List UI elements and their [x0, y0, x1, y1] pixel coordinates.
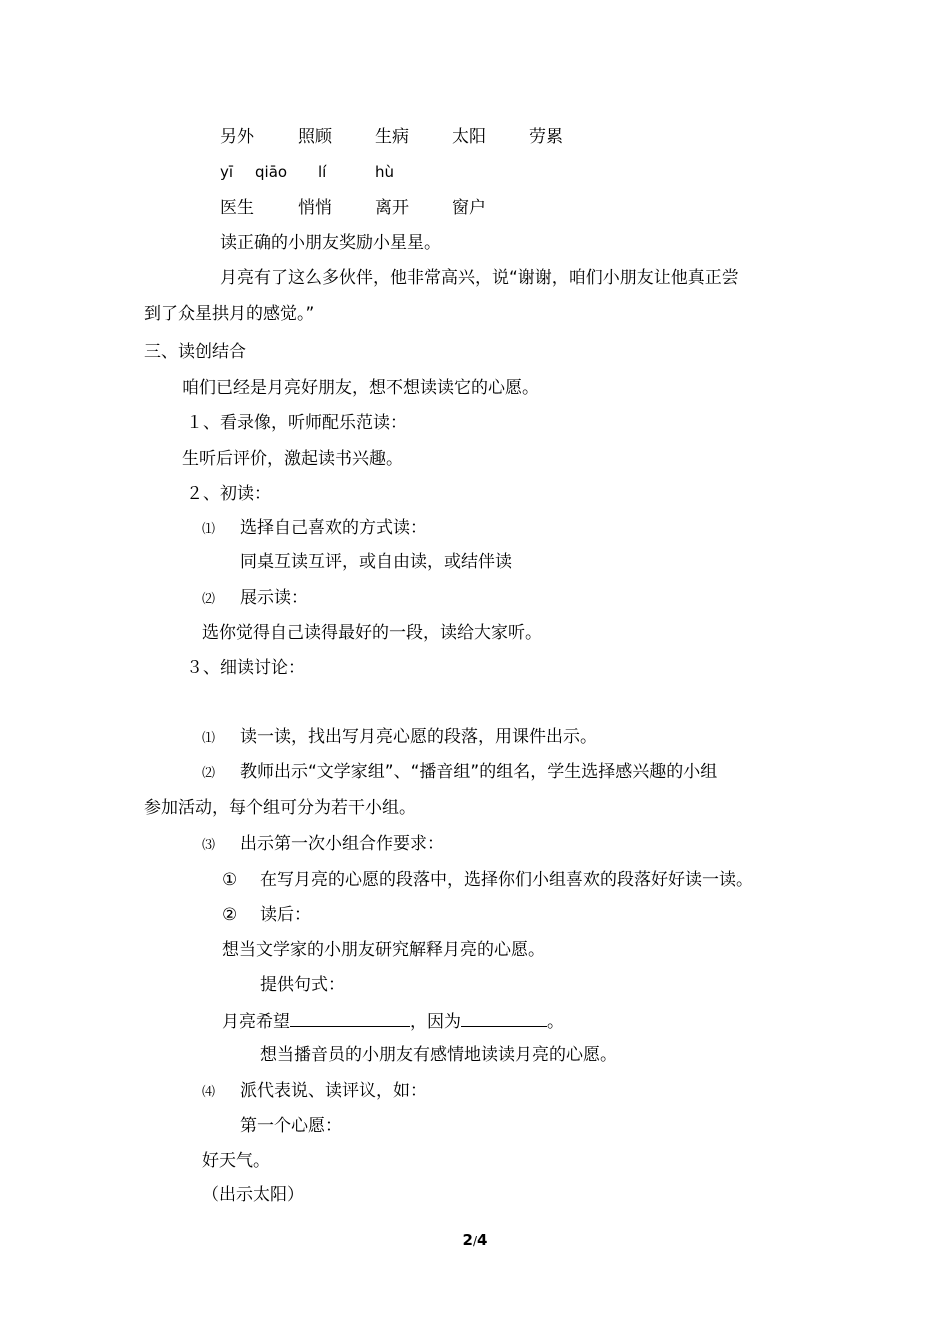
good-weather: 好天气。	[202, 1151, 270, 1171]
requirement-1	[222, 870, 753, 890]
sentence-pattern-label: 提供句式：	[260, 975, 345, 995]
moon-paragraph-line2: 到了众星拱月的感觉。”	[144, 304, 315, 324]
step-2b-detail: 选你觉得自己读得最好的一段，读给大家听。	[202, 623, 542, 643]
first-wish: 第一个心愿：	[240, 1116, 342, 1136]
vocab-word: 另外	[220, 127, 254, 147]
item-number: ⑷	[202, 1085, 216, 1100]
page-total: 4	[477, 1231, 488, 1249]
vocab-row-2	[220, 198, 486, 218]
pinyin: qiāo	[255, 163, 288, 181]
page-separator: /	[472, 1234, 478, 1248]
step-2: ２、初读：	[186, 484, 271, 504]
step-3d	[202, 1081, 427, 1103]
pattern-text: 月亮希望	[222, 1012, 290, 1032]
item-text: 读后：	[260, 905, 311, 925]
item-number: ⑶	[202, 838, 216, 853]
item-text: 读一读，找出写月亮心愿的段落，用课件出示。	[240, 727, 597, 747]
pinyin: lí	[318, 163, 327, 181]
vocab-word: 生病	[375, 127, 409, 147]
vocab-row-1	[220, 127, 563, 147]
show-sun: （出示太阳）	[202, 1185, 304, 1205]
step-1: １、看录像，听师配乐范读：	[186, 413, 407, 433]
vocab-word: 太阳	[452, 127, 486, 147]
requirement-2	[222, 905, 311, 925]
moon-paragraph-line1: 月亮有了这么多伙伴，他非常高兴，说“谢谢，咱们小朋友让他真正尝	[220, 268, 739, 288]
literature-group-line: 想当文学家的小朋友研究解释月亮的心愿。	[222, 940, 545, 960]
item-number: ⑵	[202, 592, 216, 607]
fill-blank	[461, 1010, 547, 1027]
reward-line: 读正确的小朋友奖励小星星。	[220, 233, 441, 253]
page-current: 2	[462, 1231, 473, 1249]
fill-blank	[290, 1010, 410, 1027]
vocab-word: 医生	[220, 198, 254, 218]
item-text: 教师出示“文学家组”、“播音组”的组名，学生选择感兴趣的小组	[240, 762, 718, 782]
item-number: ⑴	[202, 522, 216, 537]
item-number: ①	[222, 870, 238, 890]
pinyin-row	[220, 162, 394, 182]
vocab-word: 悄悄	[298, 198, 332, 218]
intro-line: 咱们已经是月亮好朋友，想不想读读它的心愿。	[182, 378, 539, 398]
step-2a-detail: 同桌互读互评，或自由读，或结伴读	[240, 552, 512, 572]
item-text: 派代表说、读评议，如：	[240, 1081, 427, 1101]
vocab-word: 离开	[375, 198, 409, 218]
item-text: 选择自己喜欢的方式读：	[240, 518, 427, 538]
item-number: ②	[222, 905, 238, 925]
vocab-word: 劳累	[529, 127, 563, 147]
vocab-word: 窗户	[452, 198, 486, 218]
page-number	[0, 1231, 950, 1249]
pinyin: hù	[375, 163, 395, 181]
pinyin: yī	[220, 163, 234, 181]
pattern-text: 。	[547, 1012, 564, 1032]
item-text: 在写月亮的心愿的段落中，选择你们小组喜欢的段落好好读一读。	[260, 870, 753, 890]
broadcast-group-line: 想当播音员的小朋友有感情地读读月亮的心愿。	[260, 1045, 617, 1065]
step-3a	[202, 727, 597, 749]
step-3: ３、细读讨论：	[186, 658, 305, 678]
step-3b	[202, 762, 717, 784]
step-3b-cont: 参加活动，每个组可分为若干小组。	[144, 798, 416, 818]
sentence-pattern	[222, 1010, 564, 1032]
item-number: ⑴	[202, 731, 216, 746]
item-number: ⑵	[202, 766, 216, 781]
section-heading: 三、读创结合	[144, 342, 246, 362]
vocab-word: 照顾	[298, 127, 332, 147]
step-2b	[202, 588, 308, 610]
step-2a	[202, 518, 427, 540]
step-1-detail: 生听后评价，激起读书兴趣。	[182, 449, 403, 469]
item-text: 出示第一次小组合作要求：	[240, 834, 444, 854]
item-text: 展示读：	[240, 588, 308, 608]
step-3c	[202, 834, 444, 856]
pattern-text: ，因为	[410, 1012, 461, 1032]
